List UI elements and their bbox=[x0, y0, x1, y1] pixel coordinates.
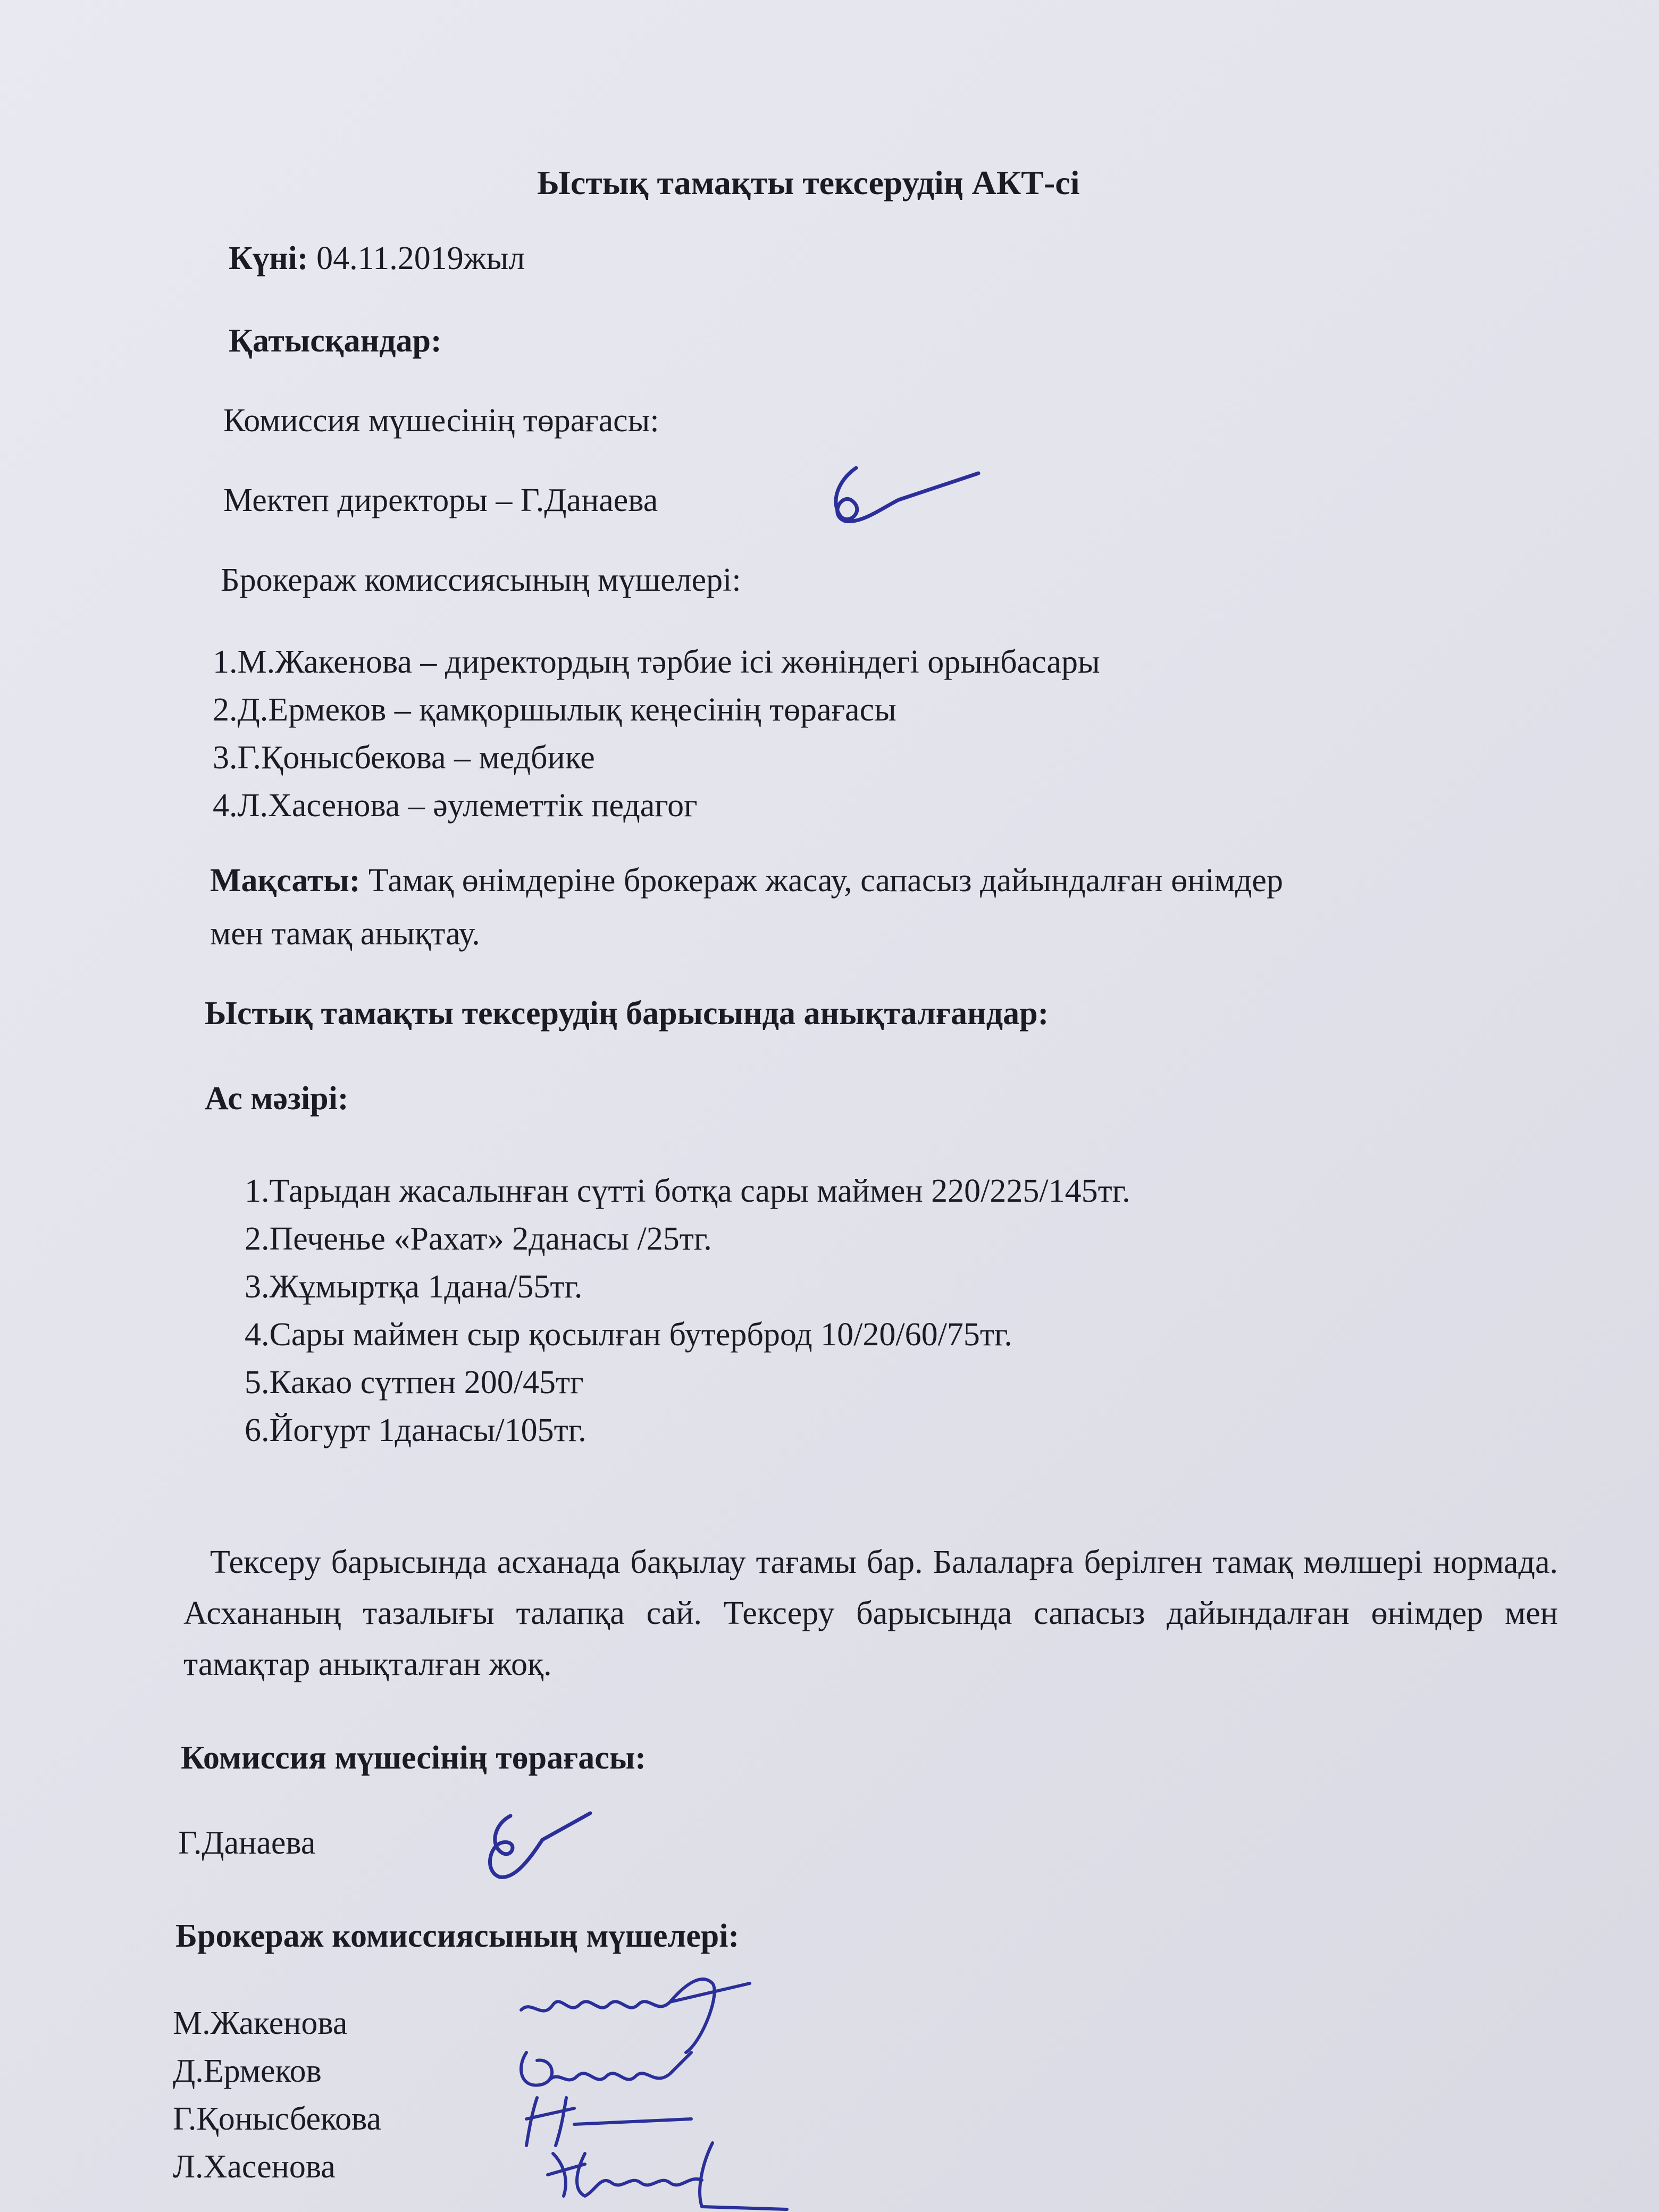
footer-members-heading: Брокераж комиссиясының мүшелері: bbox=[175, 1918, 740, 1954]
list-item: 5.Какао сүтпен 200/45тг bbox=[245, 1364, 584, 1401]
date-value: 04.11.2019жыл bbox=[308, 240, 525, 276]
list-item: Д.Ермеков bbox=[173, 2053, 322, 2089]
list-item: 2.Печенье «Рахат» 2данасы /25тг. bbox=[245, 1221, 712, 1257]
findings-heading: Ыстық тамақты тексерудің барысында анықталғандар: bbox=[205, 995, 1049, 1032]
date-line bbox=[229, 242, 525, 275]
purpose-text-continued: мен тамақ анықтау. bbox=[210, 916, 480, 952]
director-signature-icon bbox=[819, 457, 994, 537]
document-title: Ыстық тамақты тексерудің АКТ-сі bbox=[537, 164, 1080, 202]
list-item: 3.Жұмыртқа 1дана/55тг. bbox=[245, 1269, 583, 1305]
footer-chair-name: Г.Данаева bbox=[178, 1825, 316, 1861]
menu-list bbox=[245, 1167, 1130, 1454]
footer-chair-heading: Комиссия мүшесінің төрағасы: bbox=[181, 1740, 646, 1776]
list-item: 4.Л.Хасенова – әулеметтік педагог bbox=[213, 787, 698, 824]
list-item: 2.Д.Ермеков – қамқоршылық кеңесінің төрағасы bbox=[213, 692, 896, 728]
list-item: Л.Хасенова bbox=[173, 2149, 336, 2185]
chair-signature-icon bbox=[473, 1803, 601, 1888]
purpose-label: Мақсаты: bbox=[210, 862, 361, 899]
footer-members-list bbox=[173, 1999, 381, 2191]
members-list bbox=[213, 638, 1100, 830]
member-signature-4-icon bbox=[542, 2132, 798, 2212]
participants-label: Қатысқандар: bbox=[229, 323, 442, 359]
chair-heading: Комиссия мүшесінің төрағасы: bbox=[223, 403, 659, 439]
menu-heading: Ас мәзірі: bbox=[205, 1080, 349, 1117]
list-item: 1.М.Жакенова – директордың тәрбие ісі жөніндегі орынбасары bbox=[213, 644, 1100, 680]
date-label: Күні: bbox=[229, 240, 308, 276]
list-item: Г.Қонысбекова bbox=[173, 2101, 382, 2137]
list-item: 3.Г.Қонысбекова – медбике bbox=[213, 740, 595, 776]
list-item: 4.Сары маймен сыр қосылған бутерброд 10/20/60/75тг. bbox=[245, 1317, 1012, 1353]
members-heading: Брокераж комиссиясының мүшелері: bbox=[221, 562, 741, 598]
list-item: 1.Тарыдан жасалынған сүтті ботқа сары маймен 220/225/145тг. bbox=[245, 1173, 1130, 1209]
conclusion-paragraph: Тексеру барысында асханада бақылау тағамы бар. Балаларға берілген тамақ мөлшері нормада. Асхананың тазалығы талапқа сай. Тексеру барысында сапасыз дайындалған өнімдер мен тамақтар анықталған жоқ. bbox=[183, 1544, 1558, 1682]
purpose-line bbox=[210, 864, 1283, 897]
purpose-text: Тамақ өнімдеріне брокераж жасау, сапасыз дайындалған өнімдер bbox=[360, 862, 1283, 899]
director-line: Мектеп директоры – Г.Данаева bbox=[223, 482, 658, 518]
list-item: М.Жакенова bbox=[173, 2005, 348, 2041]
list-item: 6.Йогурт 1данасы/105тг. bbox=[245, 1412, 586, 1448]
